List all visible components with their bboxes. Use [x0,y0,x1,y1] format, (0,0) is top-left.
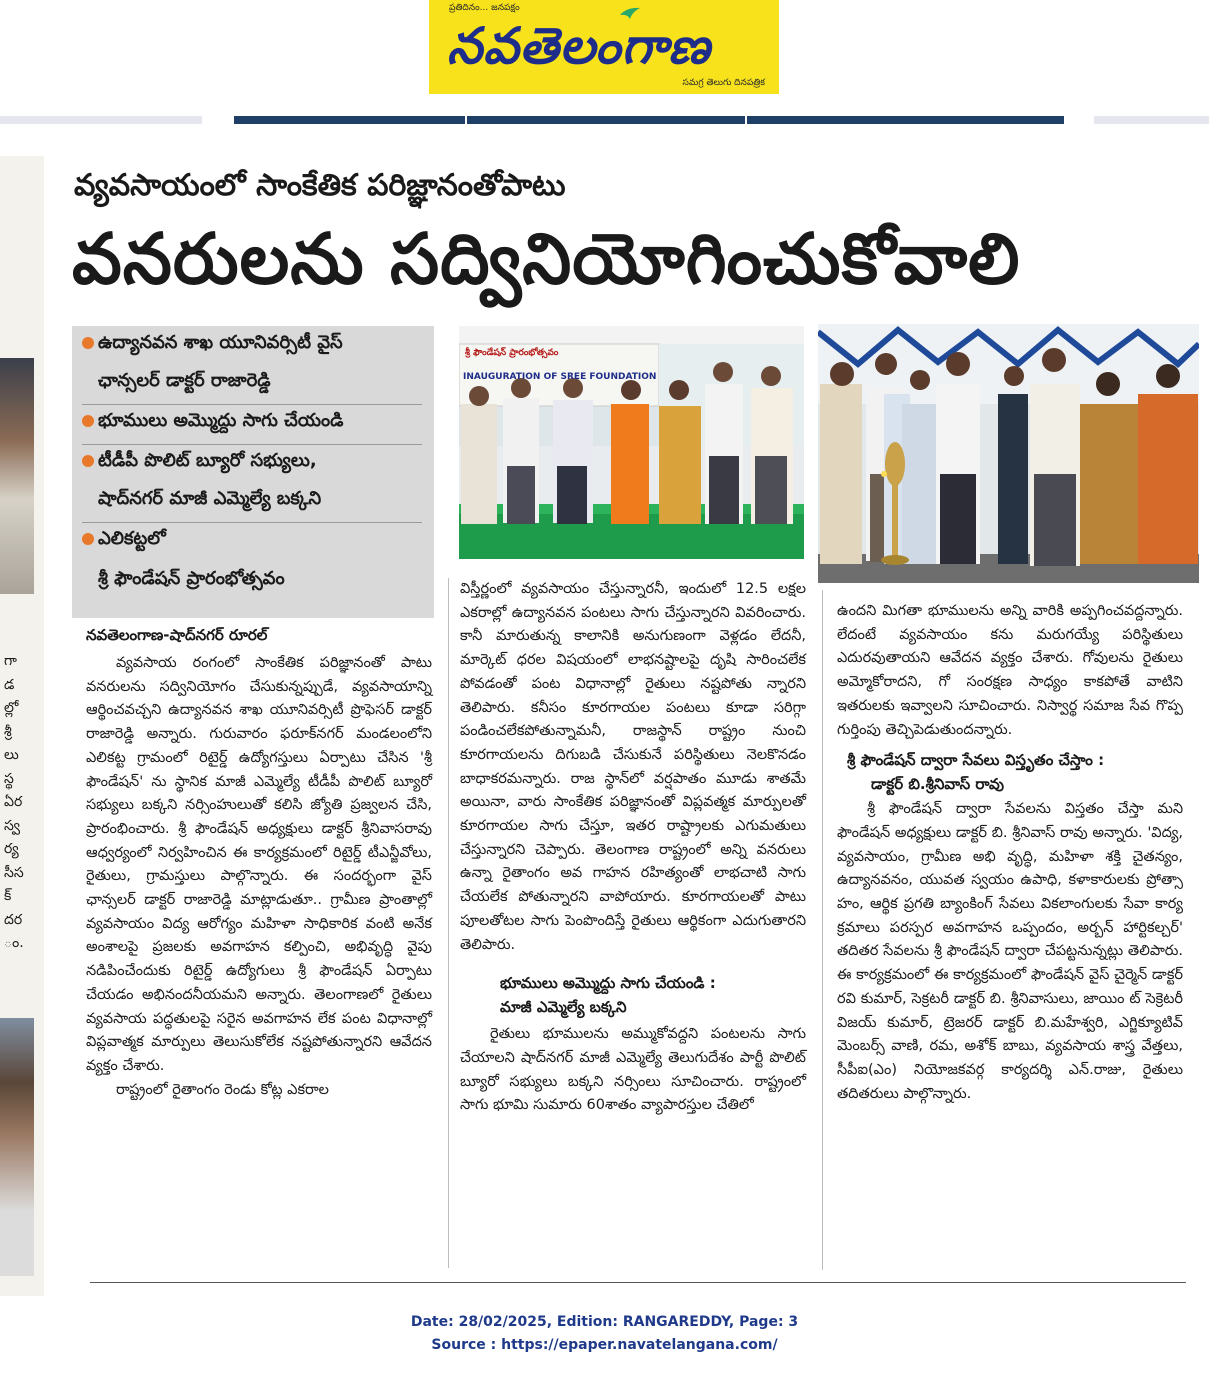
highlight-item: శ్రీ ఫౌండేషన్ ప్రారంభోత్సవం [98,568,285,589]
fragment-text: స్థ [4,770,14,787]
fragment-text: డ [4,676,15,693]
adjacent-text [4,650,34,956]
bullet-icon [82,415,94,427]
masthead-subtitle: సమగ్ర తెలుగు దినపత్రిక [682,78,765,88]
fragment-text: గా [4,653,17,669]
highlights-box [72,326,434,618]
bottom-rule [90,1282,1186,1283]
fragment-text: లు [4,747,19,763]
article-kicker: వ్యవసాయంలో సాంకేతిక పరిజ్ఞానంతోపాటు [74,168,566,203]
rule-divider [745,112,747,126]
rule-main [234,116,1064,124]
bullet-icon [82,455,94,467]
rule-left [0,116,202,124]
fragment-text: ర్య [4,841,19,857]
footer-source-link[interactable]: Source : https://epaper.navatelangana.com/ [431,1337,778,1353]
divider [82,444,422,445]
paragraph: ఉందని మిగతా భూములను అన్ని వారికి అప్పగించవద్దన్నారు. లేదంటే వ్యవసాయం కను మరుగయ్యే పరిస్థితులు ఎదురవుతాయని ఆవేదన వ్యక్తం చేశారు. గోవులను రైతులు అమ్మోకోరాదని, గో సంరక్షణ సాధ్యం కాకపోతే వాటిని ఇతరులకు ఇవ్వాలని సూచించారు. నిస్వార్థ సమాజ సేవ గొప్ప గుర్తింపు తెచ్చిపెడుతుందన్నారు. [837,603,1183,738]
fragment-text: ం. [4,935,24,951]
highlight-item: ఉద్యానవన శాఖ యూనివర్సిటీ వైస్ [82,332,343,357]
adjacent-photo [0,358,34,594]
fragment-text: సీస [4,864,24,881]
banner-text-english: INAUGURATION OF SREE FOUNDATION [463,372,657,382]
banner-text-telugu: శ్రీ ఫౌండేషన్ ప్రారంభోత్సవం [465,348,559,358]
highlight-item: ఎలికట్టలో [82,528,166,553]
bullet-icon [82,533,94,545]
paragraph: వ్యవసాయ రంగంలో సాంకేతిక పరిజ్ఞానంతో పాటు వనరులను సద్వినియోగం చేసుకున్నప్పుడే, వ్యవసాయాన్ని ఆర్థించవచ్చని ఉద్యానవన శాఖ యూనివర్సిటీ ప్రొఫెసర్ డాక్టర్ రాజారెడ్డి అన్నారు. గురువారం ఫరూక్‌నగర్ మండలంలోని ఎలికట్ట గ్రామంలో రిటైర్డ్ ఉద్యోగస్తులు ఏర్పాటు చేసిన 'శ్రీ ఫౌండేషన్' ను స్థానిక మాజీ ఎమ్మెల్యే టీడీపీ పొలిట్ బ్యూరో సభ్యులు బక్కని నర్సింహులుతో కలిసి జ్యోతి ప్రజ్వలన చేసి, ప్రారంభించారు. శ్రీ ఫౌండేషన్ అధ్యక్షులు డాక్టర్ శ్రీనివాసరావు ఆధ్వర్యంలో నిర్వహించిన ఈ కార్యక్రమంలో రిటైర్డ్ టీఎన్జీవోలు, రైతులు, గ్రామస్తులు పాల్గొన్నారు. ఈ సందర్భంగా వైస్ ఛాన్సలర్ డాక్టర్ రాజారెడ్డి మాట్లాడుతూ.. గ్రామీణ ప్రాంతాల్లో వ్యవసాయం విద్య ఆరోగ్యం మహిళా సాధికారిక వంటి అనేక అంశాలపై ప్రజలకు అవగాహన కల్పించి, అభివృద్ధి వైపు నడిపించేందుకు రిటైర్డ్ ఉద్యోగులు శ్రీ ఫౌండేషన్ ఏర్పాటు చేయడం అభినందనీయమని అన్నారు. తెలంగాణలో రైతులు వ్యవసాయ పద్ధతులపై సరైన అవగాహన లేక పంట విధానాల్లో విప్లవాత్మక మార్పులు తెలుసుకోలేక నష్టపోతున్నారని ఆవేదన వ్యక్తం చేశారు. [86,655,432,1074]
masthead-title: నవతెలంగాణ [447,17,711,75]
divider [82,404,422,405]
fragment-text: క్ [4,888,12,904]
bullet-icon [82,337,94,349]
column-2 [460,578,806,1118]
highlight-item: షాద్‌నగర్ మాజీ ఎమ్మెల్యే బక్కని [98,488,322,509]
adjacent-photo [0,1018,34,1276]
photo-illustration [459,326,804,559]
column-rule [448,578,449,1268]
fragment-text: స్వ [4,817,21,834]
column-rule [822,590,823,1270]
photo-lamp-lighting [818,324,1199,583]
article-headline: వనరులను సద్వినియోగించుకోవాలి [72,218,1021,300]
footer-date-edition: Date: 28/02/2025, Edition: RANGAREDDY, Page: 3 [410,1314,799,1330]
photo-illustration [818,324,1199,583]
paragraph: రైతులు భూములను అమ్ముకోవద్దని పంటలను సాగు చేయాలని షాద్‌నగర్ మాజీ ఎమ్మెల్యే తెలుగుదేశం పార్టీ పొలిట్ బ్యూరో సభ్యులు బక్కని నర్సింలు సూచించారు. రాష్ట్రంలో సాగు భూమి సుమారు 60శాతం వ్యాపారస్తుల చేతిలో [460,1026,806,1114]
fragment-text: దర [4,911,23,928]
column-1 [86,652,432,1102]
highlight-item: ఛాన్సలర్ డాక్టర్ రాజారెడ్డి [98,370,271,391]
subheading-byline: మాజీ ఎమ్మెల్యే బక్కని [500,998,627,1017]
dateline: నవతెలంగాణ-షాద్‌నగర్ రూరల్ [86,626,268,644]
fragment-text: ల్లో [4,700,19,716]
photo-inauguration-group [459,326,804,559]
subheading: శ్రీ ఫౌండేషన్ ద్వారా సేవలు విస్తృతం చేస్తాం : [847,751,1105,770]
paragraph: శ్రీ ఫౌండేషన్ ద్వారా సేవలను విస్తతం చేస్తా మని ఫౌండేషన్ అధ్యక్షులు డాక్టర్ బి. శ్రీనివాస్ రావు అన్నారు. 'విద్య, వ్యవసాయం, గ్రామీణ అభి వృద్ధి, మహిళా శక్తి చైతన్యం, ఉద్యానవనం, యువత స్వయం ఉపాధి, కళాకారులకు ప్రోత్సా హం, ఆర్థిక ప్రగతి బ్యాంకింగ్ సేవలు వికలాంగులకు సేవా కార్య క్రమాలు పరస్పర అవగాహన ఒప్పందం, అర్బన్ హార్టికల్చర్' తదితర సేవలను శ్రీ ఫౌండేషన్ ద్వారా చేపట్టనున్నట్లు తెలిపారు. ఈ కార్యక్రమంలో ఈ కార్యక్రమంలో ఫౌండేషన్ వైస్ చైర్మెన్ డాక్టర్ రవి కుమార్, సెక్రటరీ డాక్టర్ బి. శ్రీనివాసులు, జాయిం ట్ సెక్రెటరీ విజయ్ కుమార్, ట్రెజరర్ డాక్టర్ బి.మహేశ్వరి, ఎగ్జిక్యూటివ్ మెంబర్స్ వాణి, రమ, అశోక్ బాబు, వ్యవసాయ శాస్త్ర వేత్తలు, సీపీఐ(ఎం) నియోజకవర్గ కార్యదర్శి ఎన్.రాజు, రైతులు తదితరులు పాల్గొన్నారు. [837,801,1183,1102]
fragment-text: శ్రీ [4,723,12,740]
subheading: భూములు అమ్మొద్దు సాగు చేయండి : [500,974,716,993]
masthead [429,0,779,94]
subheading-byline: డాక్టర్ బి.శ్రీనివాస్ రావు [871,775,1004,794]
divider [82,522,422,523]
highlight-item: భూములు అమ్మొద్దు సాగు చేయండి [82,410,343,435]
rule-divider [465,112,467,126]
paragraph: రాష్ట్రంలో రైతాంగం రెండు కోట్ల ఎకరాల [116,1081,329,1098]
masthead-tagline: ప్రతిదినం... జనపక్షం [449,3,520,13]
paragraph: విస్తీర్ణంలో వ్యవసాయం చేస్తున్నారనీ, ఇందులో 12.5 లక్షల ఎకరాల్లో ఉద్యానవన పంటలు సాగు చేస్తున్నారని వివరించారు. కానీ మారుతున్న కాలానికి అనుగుణంగా వెళ్లడం లేదనీ, మార్కెట్ ధరల విషయంలో లాభనష్టాలపై దృషి సారించలేక పోవడంతో పంట విధానాల్లో రైతులు నష్టపోతు న్నారని తెలిపారు. కనీసం కూరగాయల పంటలు కూడా సరిగ్గా పండించలేకపోతున్నామనీ, రాజస్థాన్ రాష్ట్రం నుంచి కూరగాయలను దిగుబడి చేసుకునే పరిస్థితులు నెలకొనడం బాధాకరమన్నారు. రాజ స్థాన్‌లో వర్షపాతం మూడు శాతమే అయినా, వారు సాంకేతిక పరిజ్ఞానంతో విప్లవత్మక మార్పులతో కూరగాయల సాగు చేస్తూ, ఇతర రాష్ట్రాలకు ఎగుమతులు చేస్తున్నారని చెప్పారు. తెలంగాణ రాష్ట్రంలో అన్ని వనరులు ఉన్నా రైతాంగం అవ గాహన రహిత్యంతో లాభచాటి సాగు చేయలేక పోతున్నారని వాపోయారు. కూరగాయలతో పాటు పూలతోటల సాగు పెంపొందిస్తే రైతులు ఆర్థికంగా ఎదుగుతారని తెలిపారు. [460,581,806,953]
rule-right [1094,116,1209,124]
fragment-text: ఏర [4,794,23,810]
highlight-item: టీడీపీ పొలిట్ బ్యూరో సభ్యులు, [82,450,317,475]
column-3 [837,600,1183,1106]
